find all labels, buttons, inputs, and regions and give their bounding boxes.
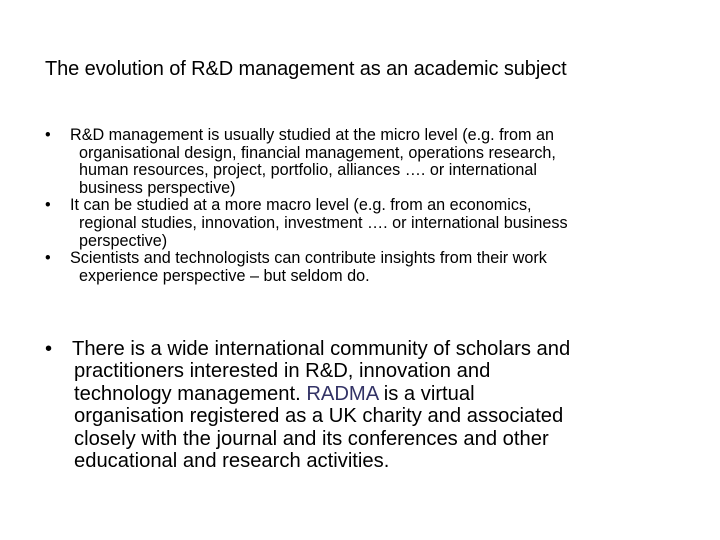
text-segment: technology management. — [74, 382, 307, 405]
text-line: organisational design, financial management, operations research, — [79, 143, 556, 162]
bullet-item-macro-level — [0, 197, 689, 250]
sub-bullet-list — [0, 127, 689, 285]
text-line: Scientists and technologists can contribute insights from their work — [70, 249, 547, 268]
text-line: closely with the journal and its conferences and other — [74, 427, 549, 450]
bullet-icon: • — [45, 338, 53, 360]
text-line: educational and research activities. — [74, 450, 390, 473]
text-line: practitioners interested in R&D, innovation and — [74, 360, 491, 383]
bullet-item-micro-level — [0, 127, 689, 197]
text-line: R&D management is usually studied at the micro level (e.g. from an — [70, 126, 555, 144]
text-line: organisation registered as a UK charity and associated — [74, 405, 564, 428]
bullet-text — [70, 196, 689, 250]
text-line: perspective) — [79, 231, 168, 250]
text-line: It can be studied at a more macro level (e.g. from an economics, — [70, 196, 532, 215]
bullet-text — [70, 249, 689, 285]
text-line: There is a wide international community of scholars and — [72, 338, 571, 360]
main-bullet-list — [0, 338, 696, 472]
bullet-icon: • — [45, 249, 51, 268]
text-segment: is a virtual — [378, 382, 475, 405]
bullet-icon: • — [45, 196, 51, 215]
text-line: human resources, project, portfolio, alliances …. or international — [79, 161, 537, 180]
text-line: experience perspective – but seldom do. — [79, 266, 370, 285]
text-line — [74, 383, 696, 405]
bullet-item-scientists — [0, 250, 689, 285]
slide-title: The evolution of R&D management as an academic subject — [45, 58, 567, 80]
text-line: regional studies, innovation, investment …. or international business — [79, 213, 568, 232]
bullet-item-community — [0, 338, 696, 472]
bullet-icon: • — [45, 126, 51, 144]
radma-highlight: RADMA — [306, 382, 379, 405]
text-line: business perspective) — [79, 178, 236, 197]
bullet-text — [74, 338, 696, 472]
bullet-text — [70, 126, 689, 197]
